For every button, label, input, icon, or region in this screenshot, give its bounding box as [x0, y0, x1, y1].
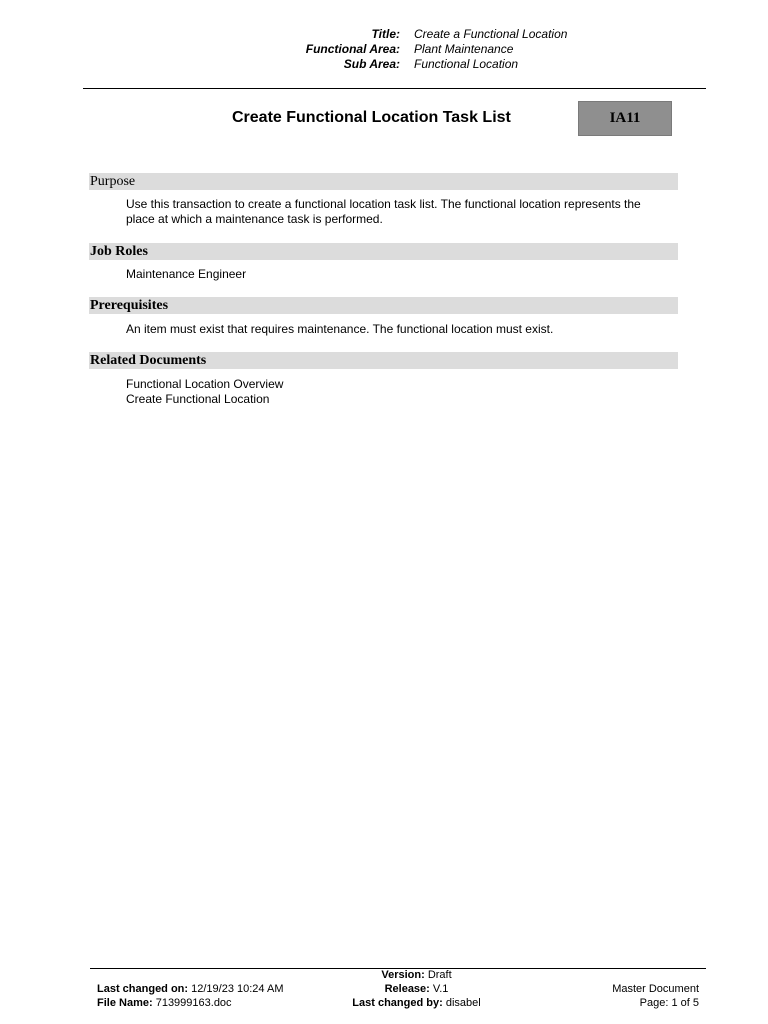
prerequisite-line: An item must exist that requires maintenance. The functional location must exist.: [126, 322, 554, 336]
document-header: [0, 27, 768, 72]
footer-release-label: Release:: [384, 983, 430, 995]
footer-version-label: Version:: [381, 969, 425, 981]
purpose-line: place at which a maintenance task is performed.: [126, 212, 383, 226]
footer-last-changed-on-value: 12/19/23 10:24 AM: [191, 983, 284, 995]
header-divider: [83, 88, 706, 89]
footer-release: [300, 982, 533, 996]
section-heading-purpose: Purpose: [89, 173, 678, 190]
header-functional-area-label: Functional Area:: [305, 42, 400, 56]
section-heading-job-roles: Job Roles: [89, 243, 678, 260]
page-title: Create Functional Location Task List: [232, 109, 511, 126]
related-document-item: Functional Location Overview: [126, 377, 284, 391]
footer-center: [300, 968, 533, 1010]
header-functional-area-row: [0, 42, 768, 57]
header-sub-area-row: [0, 57, 768, 72]
header-title-label: Title:: [371, 27, 400, 41]
purpose-line: Use this transaction to create a functional location task list. The functional location represents the: [126, 197, 641, 211]
footer-page-number: Page: 1 of 5: [639, 997, 699, 1009]
footer-version-value: Draft: [427, 969, 452, 981]
header-sub-area-label: Sub Area:: [343, 57, 400, 71]
footer-file-name: [97, 996, 283, 1010]
footer-file-name-label: File Name:: [97, 997, 153, 1009]
section-heading-prerequisites: Prerequisites: [89, 297, 678, 314]
section-body-purpose: [126, 197, 678, 227]
header-title-value: Create a Functional Location: [414, 27, 568, 41]
footer-last-changed-on-label: Last changed on:: [97, 983, 189, 995]
section-body-related-documents: [126, 377, 678, 407]
footer-version: [300, 968, 533, 982]
footer-release-value: V.1: [432, 983, 449, 995]
footer-last-changed-on: [97, 982, 283, 996]
footer-last-changed-by: [300, 996, 533, 1010]
footer-last-changed-by-value: disabel: [445, 997, 481, 1009]
header-functional-area-value: Plant Maintenance: [414, 42, 514, 56]
footer-right: [612, 982, 699, 1010]
section-heading-related-documents: Related Documents: [89, 352, 678, 369]
transaction-code-badge: IA11: [578, 101, 672, 136]
job-role-item: Maintenance Engineer: [126, 267, 247, 281]
section-body-job-roles: [126, 267, 678, 282]
section-body-prerequisites: [126, 322, 678, 337]
header-title-row: [0, 27, 768, 42]
footer-left: [97, 982, 283, 1010]
footer-file-name-value: 713999163.doc: [155, 997, 232, 1009]
related-document-item: Create Functional Location: [126, 392, 270, 406]
header-sub-area-value: Functional Location: [414, 57, 519, 71]
footer-last-changed-by-label: Last changed by:: [352, 997, 443, 1009]
footer-master-document: Master Document: [612, 983, 699, 995]
